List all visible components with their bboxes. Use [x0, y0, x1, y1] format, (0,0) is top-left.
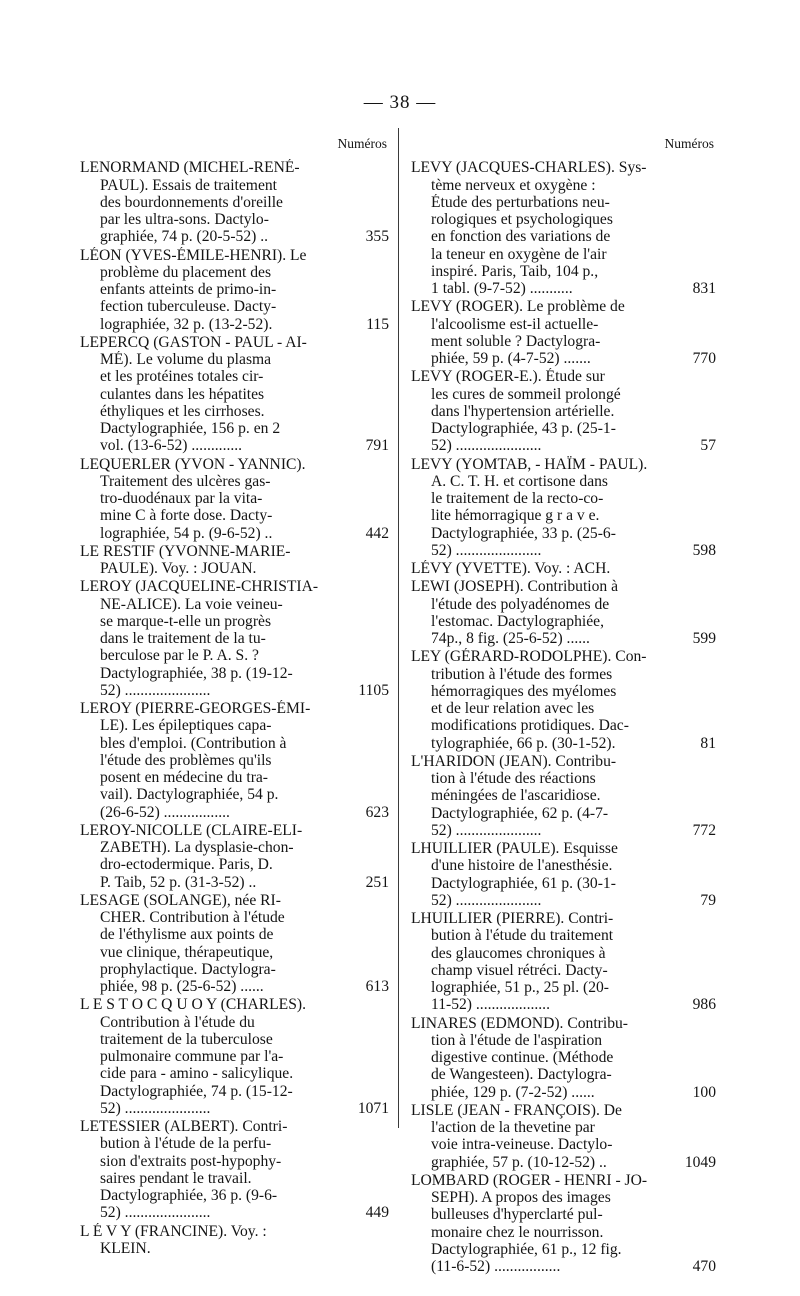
entry-line: 52) ......................	[100, 1099, 211, 1117]
entry-line: Dactylographiée, 33 p. (25-6-	[431, 524, 616, 542]
entry-line: 52) ......................	[431, 541, 542, 559]
bibliography-entry	[411, 1015, 716, 1101]
entry-number: 599	[692, 630, 716, 647]
bibliography-entry	[411, 298, 716, 367]
bibliography-entry	[80, 543, 389, 578]
entry-line: LHUILLIER (PIERRE). Contri-	[411, 910, 614, 927]
entry-number: 1049	[684, 1153, 716, 1171]
entry-line: (11-6-52) .................	[431, 1258, 561, 1275]
entry-line: champ visuel rétréci. Dacty-	[431, 961, 608, 979]
entry-line: LEROY (JACQUELINE-CHRISTIA-	[80, 578, 319, 596]
entry-line: Dactylographiée, 36 p. (9-6-	[100, 1187, 278, 1204]
entry-line: P. Taib, 52 p. (31-3-52) ..	[100, 873, 257, 891]
entry-line: LINARES (EDMOND). Contribu-	[411, 1014, 628, 1032]
entry-number: 623	[365, 803, 389, 821]
entry-number: 449	[365, 1204, 389, 1222]
entry-line: posent en médecine du tra-	[100, 769, 268, 786]
entry-line: dans l'hypertension artérielle.	[431, 402, 615, 420]
column-header: Numéros	[664, 136, 714, 151]
entry-line: le traitement de la recto-co-	[431, 490, 604, 507]
entry-number: 470	[692, 1258, 716, 1275]
bibliography-entry	[411, 456, 716, 560]
entry-line: 52) ......................	[100, 1204, 211, 1222]
entry-line: vail). Dactylographiée, 54 p.	[100, 786, 279, 804]
entry-number: 115	[366, 315, 389, 333]
bibliography-entry	[80, 159, 389, 245]
page-number: — 38 —	[363, 92, 437, 113]
entry-line: par les ultra-sons. Dactylo-	[100, 211, 269, 228]
bibliography-entry	[80, 334, 389, 455]
entry-line: tro-duodénaux par la vita-	[100, 490, 263, 507]
entry-line: hémorragiques des myélomes	[431, 682, 617, 700]
entry-line: LETESSIER (ALBERT). Contri-	[80, 1118, 288, 1135]
entry-line: voie intra-veineuse. Dactylo-	[431, 1136, 613, 1154]
entry-line: monaire chez le nourrisson.	[431, 1223, 604, 1241]
entry-line: LENORMAND (MICHEL-RENÉ-	[80, 159, 300, 177]
entry-number: 1071	[357, 1099, 389, 1117]
entry-line: ment soluble ? Dactylogra-	[431, 332, 601, 350]
entry-line: KLEIN.	[100, 1239, 151, 1257]
right-column	[411, 135, 716, 1276]
entry-line: Dactylographiée, 62 p. (4-7-	[431, 804, 609, 822]
entry-line: phiée, 98 p. (25-6-52) ......	[100, 978, 264, 995]
bibliography-entry	[411, 368, 716, 454]
entry-line: problème du placement des	[100, 263, 272, 281]
entry-line: SEPH). A propos des images	[431, 1189, 611, 1206]
entry-line: lite hémorragique g r a v e.	[431, 507, 600, 525]
entry-line: Dactylographiée, 61 p., 12 fig.	[431, 1240, 622, 1258]
entry-line: Dactylographiée, 38 p. (19-12-	[100, 664, 293, 682]
entry-line: Dactylographiée, 74 p. (15-12-	[100, 1082, 293, 1100]
entry-number: 598	[692, 541, 716, 559]
entry-number: 986	[692, 996, 716, 1014]
bibliography-entry	[80, 578, 389, 699]
entry-number: 251	[365, 873, 389, 891]
entry-line: sion d'extraits post-hypophy-	[100, 1152, 282, 1170]
entry-line: dro-ectodermique. Paris, D.	[100, 856, 273, 874]
entry-line: les cures de sommeil prolongé	[431, 385, 621, 403]
bibliography-entry	[411, 840, 716, 909]
entry-line: LEY (GÉRARD-RODOLPHE). Con-	[411, 648, 647, 666]
entry-line: lographiée, 51 p., 25 pl. (20-	[431, 979, 609, 996]
entry-line: de l'éthylisme aux points de	[100, 926, 274, 944]
entry-line: 74p., 8 fig. (25-6-52) ......	[431, 630, 590, 647]
entry-line: Étude des perturbations neu-	[431, 193, 610, 211]
entry-line: 11-52) ...................	[431, 996, 550, 1014]
entry-line: Dactylographiée, 61 p. (30-1-	[431, 874, 616, 892]
entry-number: 100	[692, 1083, 716, 1101]
bibliography-entry	[411, 648, 716, 752]
bibliography-entry	[80, 996, 389, 1117]
entry-line: 52) ......................	[100, 681, 211, 699]
entry-line: cide para - amino - salicylique.	[100, 1065, 294, 1083]
entry-line: graphiée, 74 p. (20-5-52) ..	[100, 228, 269, 246]
left-column	[80, 135, 389, 1258]
entry-line: vol. (13-6-52) .............	[100, 437, 243, 455]
entry-line: L É V Y (FRANCINE). Voy. :	[80, 1222, 267, 1240]
entry-line: MÉ). Le volume du plasma	[100, 351, 272, 368]
entry-line: PAUL). Essais de traitement	[100, 176, 277, 194]
entry-line: l'alcoolisme est-il actuelle-	[431, 315, 599, 333]
entry-line: et de leur relation avec les	[431, 700, 595, 717]
entry-line: la teneur en oxygène de l'air	[431, 245, 607, 263]
entry-line: digestive continue. (Méthode	[431, 1049, 614, 1066]
entry-line: L E S T O C Q U O Y (CHARLES).	[80, 996, 306, 1014]
entry-line: LEVY (JACQUES-CHARLES). Sys-	[411, 159, 647, 177]
entry-line: l'étude des polyadénomes de	[431, 595, 610, 613]
entry-line: LEROY-NICOLLE (CLAIRE-ELI-	[80, 821, 303, 839]
bibliography-entry	[80, 247, 389, 333]
bibliography-entry	[411, 753, 716, 839]
entry-line: bles d'emploi. (Contribution à	[100, 734, 287, 752]
entry-line: pulmonaire commune par l'a-	[100, 1048, 284, 1065]
entry-line: et les protéines totales cir-	[100, 368, 264, 386]
entry-line: l'étude des problèmes qu'ils	[100, 751, 272, 769]
entry-line: L'HARIDON (JEAN). Contribu-	[411, 752, 617, 770]
entry-line: rologiques et psychologiques	[431, 211, 613, 228]
entry-line: modifications protidiques. Dac-	[431, 717, 629, 735]
entry-line: A. C. T. H. et cortisone dans	[431, 472, 608, 490]
entry-line: phiée, 59 p. (4-7-52) .......	[431, 350, 591, 367]
entry-line: l'action de la thevetine par	[431, 1119, 595, 1136]
entry-line: 1 tabl. (9-7-52) ...........	[431, 280, 573, 297]
entry-line: se marque-t-elle un progrès	[100, 612, 272, 630]
entry-number: 57	[700, 437, 716, 455]
entry-number: 355	[365, 228, 389, 246]
bibliography-entry	[411, 560, 716, 577]
bibliography-entry	[411, 578, 716, 647]
entry-number: 831	[692, 280, 716, 297]
entry-line: LEPERCQ (GASTON - PAUL - AI-	[80, 333, 307, 351]
entry-line: LEVY (ROGER-E.). Étude sur	[411, 368, 605, 386]
entry-line: 52) ......................	[431, 437, 542, 455]
entry-line: LEQUERLER (YVON - YANNIC).	[80, 455, 306, 473]
entry-line: fection tuberculeuse. Dacty-	[100, 298, 277, 316]
entry-line: ZABETH). La dysplasie-chon-	[100, 839, 294, 856]
bibliography-entry	[411, 1102, 716, 1171]
entry-line: Dactylographiée, 43 p. (25-1-	[431, 420, 616, 437]
entry-number: 79	[700, 891, 716, 909]
entry-line: inspiré. Paris, Taib, 104 p.,	[431, 262, 599, 280]
entry-number: 772	[692, 821, 716, 839]
bibliography-entry	[80, 1118, 389, 1222]
entry-line: culantes dans les hépatites	[100, 385, 265, 403]
bibliography-entry	[411, 910, 716, 1014]
entry-line: LOMBARD (ROGER - HENRI - JO-	[411, 1171, 648, 1189]
entry-line: Dactylographiée, 156 p. en 2	[100, 420, 281, 437]
entry-line: LESAGE (SOLANGE), née RI-	[80, 891, 281, 909]
entry-number: 770	[692, 350, 716, 367]
entry-line: en fonction des variations de	[431, 228, 611, 246]
entry-line: tion à l'étude de l'aspiration	[431, 1031, 603, 1049]
entry-line: des bourdonnements d'oreille	[100, 193, 283, 211]
entry-number: 613	[365, 978, 389, 995]
entry-line: tion à l'étude des réactions	[431, 770, 596, 787]
entry-line: lographiée, 32 p. (13-2-52).	[100, 315, 273, 333]
column-header: Numéros	[337, 136, 387, 151]
bibliography-entry	[80, 892, 389, 996]
entry-line: bution à l'étude de la perfu-	[100, 1135, 272, 1153]
column-divider	[398, 128, 399, 1128]
entry-line: mine C à forte dose. Dacty-	[100, 507, 273, 525]
entry-line: LHUILLIER (PAULE). Esquisse	[411, 840, 618, 857]
entry-line: traitement de la tuberculose	[100, 1030, 273, 1048]
entry-number: 791	[365, 437, 389, 455]
entry-line: enfants atteints de primo-in-	[100, 281, 277, 298]
entry-line: graphiée, 57 p. (10-12-52) ..	[431, 1153, 607, 1171]
bibliography-entry	[80, 700, 389, 821]
entry-line: tylographiée, 66 p. (30-1-52).	[431, 734, 616, 752]
entry-line: LEVY (YOMTAB, - HAÏM - PAUL).	[411, 455, 648, 473]
entry-line: méningées de l'ascaridiose.	[431, 787, 601, 805]
entry-line: LÉVY (YVETTE). Voy. : ACH.	[411, 560, 611, 577]
entry-line: éthyliques et les cirrhoses.	[100, 402, 265, 420]
entry-line: LE RESTIF (YVONNE-MARIE-	[80, 542, 291, 560]
entry-line: LEVY (ROGER). Le problème de	[411, 298, 625, 316]
entry-line: lographiée, 54 p. (9-6-52) ..	[100, 524, 273, 542]
entry-line: saires pendant le travail.	[100, 1169, 252, 1187]
entry-line: NE-ALICE). La voie veineu-	[100, 595, 283, 613]
entry-line: tème nerveux et oxygène :	[431, 176, 596, 194]
entry-line: Contribution à l'étude du	[100, 1013, 255, 1031]
entry-line: LEROY (PIERRE-GEORGES-ÉMI-	[80, 700, 311, 717]
entry-line: PAULE). Voy. : JOUAN.	[100, 560, 257, 577]
entry-line: d'une histoire de l'anesthésie.	[431, 857, 613, 875]
entry-number: 81	[700, 734, 716, 752]
entry-line: bulleuses d'hyperclarté pul-	[431, 1206, 603, 1224]
bibliography-entry	[80, 456, 389, 542]
entry-line: LE). Les épileptiques capa-	[100, 717, 272, 735]
bibliography-entry	[411, 159, 716, 297]
entry-line: CHER. Contribution à l'étude	[100, 909, 285, 926]
entry-number: 442	[365, 524, 389, 542]
entry-line: bution à l'étude du traitement	[431, 927, 614, 945]
entry-line: LISLE (JEAN - FRANÇOIS). De	[411, 1101, 622, 1119]
entry-line: 52) ......................	[431, 821, 542, 839]
entry-line: prophylactique. Dactylogra-	[100, 960, 276, 978]
entry-number: 1105	[358, 681, 389, 699]
entry-line: (26-6-52) .................	[100, 803, 230, 821]
entry-line: tribution à l'étude des formes	[431, 665, 613, 683]
bibliography-entry	[411, 1172, 716, 1276]
entry-line: de Wangesteen). Dactylogra-	[431, 1066, 612, 1084]
entry-line: vue clinique, thérapeutique,	[100, 943, 274, 961]
entry-line: phiée, 129 p. (7-2-52) ......	[431, 1083, 595, 1101]
bibliography-entry	[80, 822, 389, 891]
entry-line: l'estomac. Dactylographiée,	[431, 612, 604, 630]
entry-line: LEWI (JOSEPH). Contribution à	[411, 578, 619, 596]
entry-line: dans le traitement de la tu-	[100, 630, 266, 647]
entry-line: berculose par le P. A. S. ?	[100, 647, 259, 665]
bibliography-entry	[80, 1223, 389, 1258]
entry-line: LÉON (YVES-ÉMILE-HENRI). Le	[80, 246, 307, 264]
entry-line: des glaucomes chroniques à	[431, 944, 606, 962]
entry-line: Traitement des ulcères gas-	[100, 472, 271, 490]
entry-line: 52) ......................	[431, 891, 542, 909]
